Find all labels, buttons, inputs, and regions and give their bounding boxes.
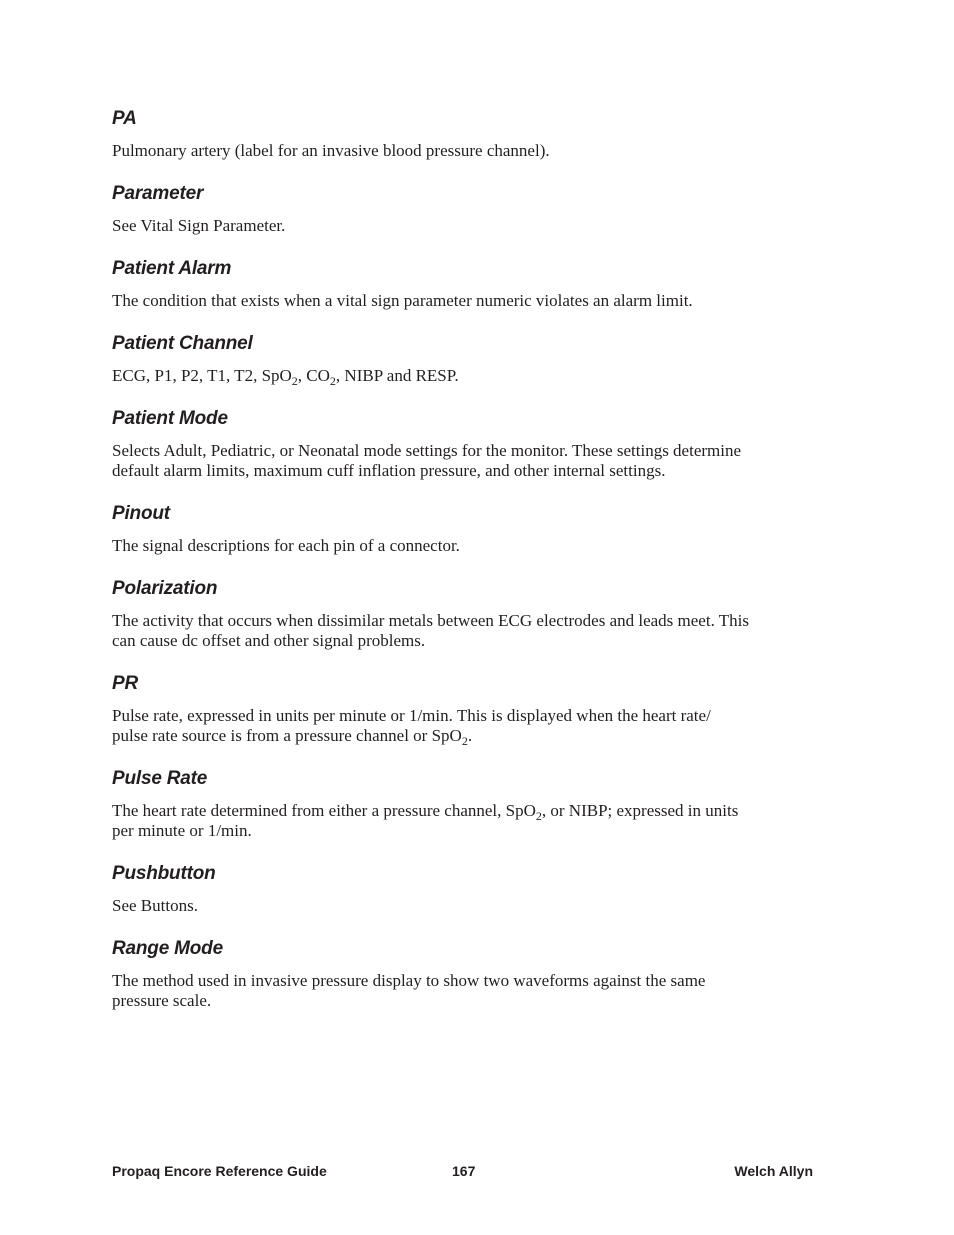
subscript: 2 xyxy=(461,734,468,748)
footer-company: Welch Allyn xyxy=(734,1163,813,1179)
definition-line xyxy=(112,726,818,746)
definition-text: pulse rate source is from a pressure channel or SpO xyxy=(112,726,462,745)
term-patient-channel: Patient Channel xyxy=(112,333,253,354)
definition-patient-mode xyxy=(112,441,818,481)
page-footer xyxy=(112,1160,813,1182)
term-pulse-rate: Pulse Rate xyxy=(112,768,208,789)
term-patient-alarm: Patient Alarm xyxy=(112,258,232,279)
definition-line xyxy=(112,801,818,821)
term-range-mode: Range Mode xyxy=(112,938,223,959)
term-patient-mode: Patient Mode xyxy=(112,408,228,429)
definition-patient-channel xyxy=(112,366,818,386)
definition-line: default alarm limits, maximum cuff inflation pressure, and other internal settings. xyxy=(112,461,666,480)
definition-text: ECG, P1, P2, T1, T2, SpO xyxy=(112,366,292,385)
definition-pushbutton: See Buttons. xyxy=(112,896,198,915)
definition-text: The heart rate determined from either a pressure channel, SpO xyxy=(112,801,536,820)
definition-line: Pulse rate, expressed in units per minute or 1/min. This is displayed when the heart rate/ xyxy=(112,706,711,725)
term-polarization: Polarization xyxy=(112,578,218,599)
subscript: 2 xyxy=(535,809,542,823)
definition-parameter: See Vital Sign Parameter. xyxy=(112,216,286,235)
definition-pulse-rate xyxy=(112,801,818,841)
subscript: 2 xyxy=(329,374,336,388)
term-pushbutton: Pushbutton xyxy=(112,863,216,884)
glossary-page xyxy=(112,106,818,1031)
term-pr: PR xyxy=(112,673,138,694)
definition-line: The activity that occurs when dissimilar metals between ECG electrodes and leads meet. This xyxy=(112,611,749,630)
definition-line: Selects Adult, Pediatric, or Neonatal mode settings for the monitor. These settings determine xyxy=(112,441,742,460)
definition-text: , NIBP and RESP. xyxy=(335,366,459,385)
definition-line: The method used in invasive pressure display to show two waveforms against the same xyxy=(112,971,706,990)
definition-polarization xyxy=(112,611,818,651)
subscript: 2 xyxy=(291,374,298,388)
term-pa: PA xyxy=(112,108,137,129)
definition-pa: Pulmonary artery (label for an invasive blood pressure channel). xyxy=(112,141,550,160)
term-parameter: Parameter xyxy=(112,183,204,204)
definition-patient-alarm: The condition that exists when a vital sign parameter numeric violates an alarm limit. xyxy=(112,291,693,310)
definition-line: per minute or 1/min. xyxy=(112,821,252,840)
definition-pr xyxy=(112,706,818,746)
page-number: 167 xyxy=(452,1163,476,1179)
definition-text: . xyxy=(467,726,473,745)
definition-text: , or NIBP; expressed in units xyxy=(541,801,739,820)
term-pinout: Pinout xyxy=(112,503,170,524)
definition-line: can cause dc offset and other signal problems. xyxy=(112,631,426,650)
definition-pinout: The signal descriptions for each pin of a connector. xyxy=(112,536,460,555)
definition-text: , CO xyxy=(297,366,330,385)
definition-line: pressure scale. xyxy=(112,991,212,1010)
footer-guide-title: Propaq Encore Reference Guide xyxy=(112,1163,327,1179)
definition-range-mode xyxy=(112,971,818,1011)
